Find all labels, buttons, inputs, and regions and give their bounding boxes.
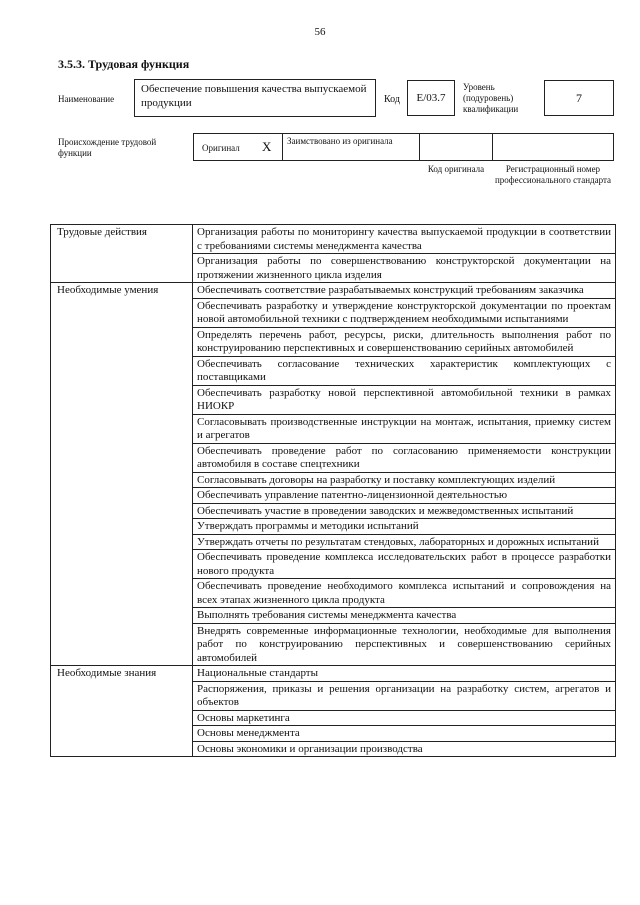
item-cell: Обеспечивать согласование технических характеристик комплектующих с поставщиками [193, 356, 616, 385]
item-cell: Согласовывать договоры на разработку и поставку комплектующих изделий [193, 472, 616, 488]
table-row [51, 225, 616, 254]
function-details-table [50, 224, 616, 757]
item-cell: Основы маркетинга [193, 710, 616, 726]
qualification-level-label: Уровень (подуровень) квалификации [463, 82, 519, 114]
item-cell: Утверждать отчеты по результатам стендовых, лабораторных и дорожных испытаний [193, 534, 616, 550]
item-cell: Определять перечень работ, ресурсы, риски, длительность выполнения работ по конструированию перспективных и совершенствованию серийных автомобилей [193, 327, 616, 356]
code-value-box: E/03.7 [407, 80, 455, 116]
original-cell [193, 133, 283, 161]
name-label: Наименование [58, 94, 115, 104]
item-cell: Обеспечивать разработку новой перспективной автомобильной техники в рамках НИОКР [193, 385, 616, 414]
item-cell: Основы менеджмента [193, 726, 616, 742]
category-cell: Трудовые действия [51, 225, 193, 283]
table-row [51, 666, 616, 682]
code-original-cell [419, 133, 493, 161]
origin-label: Происхождение трудовой функции [58, 137, 157, 158]
table-row [51, 283, 616, 299]
item-cell: Обеспечивать участие в проведении заводских и межведомственных испытаний [193, 503, 616, 519]
item-cell: Выполнять требования системы менеджмента качества [193, 608, 616, 624]
code-original-caption: Код оригинала [427, 164, 485, 174]
item-cell: Организация работы по мониторингу качества выпускаемой продукции в соответствии с требованиями системы менеджмента качества [193, 225, 616, 254]
code-label: Код [384, 94, 400, 105]
item-cell: Утверждать программы и методики испытаний [193, 519, 616, 535]
item-cell: Обеспечивать соответствие разрабатываемых конструкций требованиям заказчика [193, 283, 616, 299]
item-cell: Обеспечивать проведение комплекса исследовательских работ в процессе разработки нового продукта [193, 550, 616, 579]
category-cell: Необходимые знания [51, 666, 193, 757]
item-cell: Обеспечивать разработку и утверждение конструкторской документации по проектам новой автомобильной техники с подтверждением необходимыми испытаниями [193, 298, 616, 327]
item-cell: Согласовывать производственные инструкции на монтаж, испытания, приемку систем и агрегатов [193, 414, 616, 443]
item-cell: Основы экономики и организации производства [193, 741, 616, 757]
item-cell: Распоряжения, приказы и решения организации на разработку систем, агрегатов и объектов [193, 681, 616, 710]
function-name-box: Обеспечение повышения качества выпускаемой продукции [134, 79, 376, 117]
qualification-level-box: 7 [544, 80, 614, 116]
item-cell: Национальные стандарты [193, 666, 616, 682]
original-label: Оригинал [202, 143, 240, 153]
item-cell: Обеспечивать проведение необходимого комплекса испытаний и сопровождения на всех этапах жизненного цикла продукта [193, 579, 616, 608]
item-cell: Внедрять современные информационные технологии, необходимые для выполнения работ по конструированию перспективных и совершенствованию серийных автомобилей [193, 623, 616, 666]
original-mark: X [262, 139, 272, 154]
page-number: 56 [314, 26, 326, 38]
section-title: 3.5.3. Трудовая функция [58, 57, 190, 71]
item-cell: Обеспечивать проведение работ по согласованию применяемости конструкции автомобиля в составе спецтехники [193, 443, 616, 472]
borrowed-cell: Заимствовано из оригинала [282, 133, 420, 161]
reg-number-caption: Регистрационный номер профессионального стандарта [494, 164, 612, 185]
category-cell: Необходимые умения [51, 283, 193, 666]
item-cell: Обеспечивать управление патентно-лицензионной деятельностью [193, 488, 616, 504]
reg-number-cell [492, 133, 614, 161]
item-cell: Организация работы по совершенствованию конструкторской документации на протяжении жизненного цикла изделия [193, 254, 616, 283]
